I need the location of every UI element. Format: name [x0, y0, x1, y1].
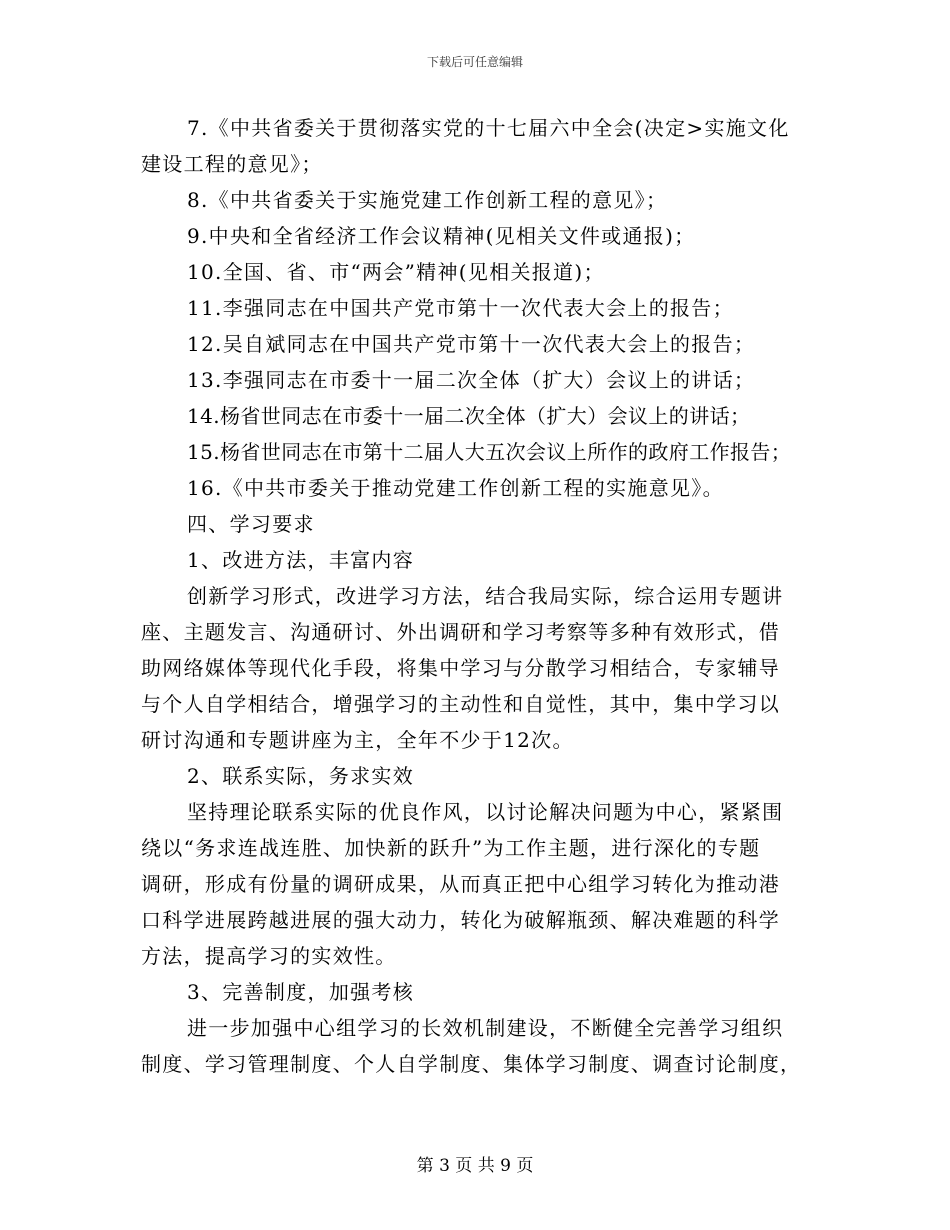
- document-body: [141, 110, 821, 1082]
- paragraph-2-line: 方法，提高学习的实效性。: [141, 944, 397, 968]
- paragraph-3-line: 制度、学习管理制度、个人自学制度、集体学习制度、调查讨论制度，: [141, 1052, 802, 1076]
- subsection-heading-1: 1、改进方法，丰富内容: [187, 548, 415, 572]
- subsection-heading-3: 3、完善制度，加强考核: [187, 980, 415, 1004]
- list-item-14: 14.杨省世同志在市委十一届二次全体（扩大）会议上的讲话；: [187, 404, 751, 428]
- list-item-15: 15.杨省世同志在市第十二届人大五次会议上所作的政府工作报告；: [187, 440, 792, 464]
- page-footer: 第 3 页 共 9 页: [416, 1156, 534, 1176]
- list-item-13: 13.李强同志在市委十一届二次全体（扩大）会议上的讲话；: [187, 368, 756, 392]
- list-item-8: 8.《中共省委关于实施党建工作创新工程的意见》；: [187, 188, 668, 212]
- paragraph-1-line: 创新学习形式，改进学习方法，结合我局实际，综合运用专题讲: [187, 584, 784, 608]
- list-item-7: 7.《中共省委关于贯彻落实党的十七届六中全会(决定>实施文化: [187, 116, 790, 140]
- page-header: 下载后可任意编辑: [426, 55, 523, 69]
- subsection-heading-2: 2、联系实际，务求实效: [187, 764, 415, 788]
- paragraph-2-line: 口科学进展跨越进展的强大动力，转化为破解瓶颈、解决难题的科学: [141, 908, 780, 932]
- list-item-9: 9.中央和全省经济工作会议精神(见相关文件或通报)；: [187, 224, 696, 248]
- paragraph-2-line: 调研，形成有份量的调研成果，从而真正把中心组学习转化为推动港: [141, 872, 780, 896]
- list-item-7-continued: 建设工程的意见》；: [141, 152, 323, 176]
- paragraph-1-line: 助网络媒体等现代化手段，将集中学习与分散学习相结合，专家辅导: [141, 656, 780, 680]
- list-item-11: 11.李强同志在中国共产党市第十一次代表大会上的报告；: [187, 296, 734, 320]
- list-item-10: 10.全国、省、市“两会”精神(见相关报道)；: [187, 260, 605, 284]
- list-item-12: 12.吴自斌同志在中国共产党市第十一次代表大会上的报告；: [187, 332, 756, 356]
- section-heading: 四、学习要求: [187, 512, 315, 536]
- paragraph-1-line: 与个人自学相结合，增强学习的主动性和自觉性，其中，集中学习以: [141, 692, 780, 716]
- paragraph-2-line: 绕以“务求连战连胜、加快新的跃升”为工作主题，进行深化的专题: [141, 836, 761, 860]
- paragraph-3-line: 进一步加强中心组学习的长效机制建设，不断健全完善学习组织: [187, 1016, 784, 1040]
- paragraph-2-line: 坚持理论联系实际的优良作风，以讨论解决问题为中心，紧紧围: [187, 800, 784, 824]
- paragraph-1-line: 研讨沟通和专题讲座为主，全年不少于12次。: [141, 728, 574, 752]
- paragraph-1-line: 座、主题发言、沟通研讨、外出调研和学习考察等多种有效形式，借: [141, 620, 780, 644]
- list-item-16: 16.《中共市委关于推动党建工作创新工程的实施意见》。: [187, 476, 724, 500]
